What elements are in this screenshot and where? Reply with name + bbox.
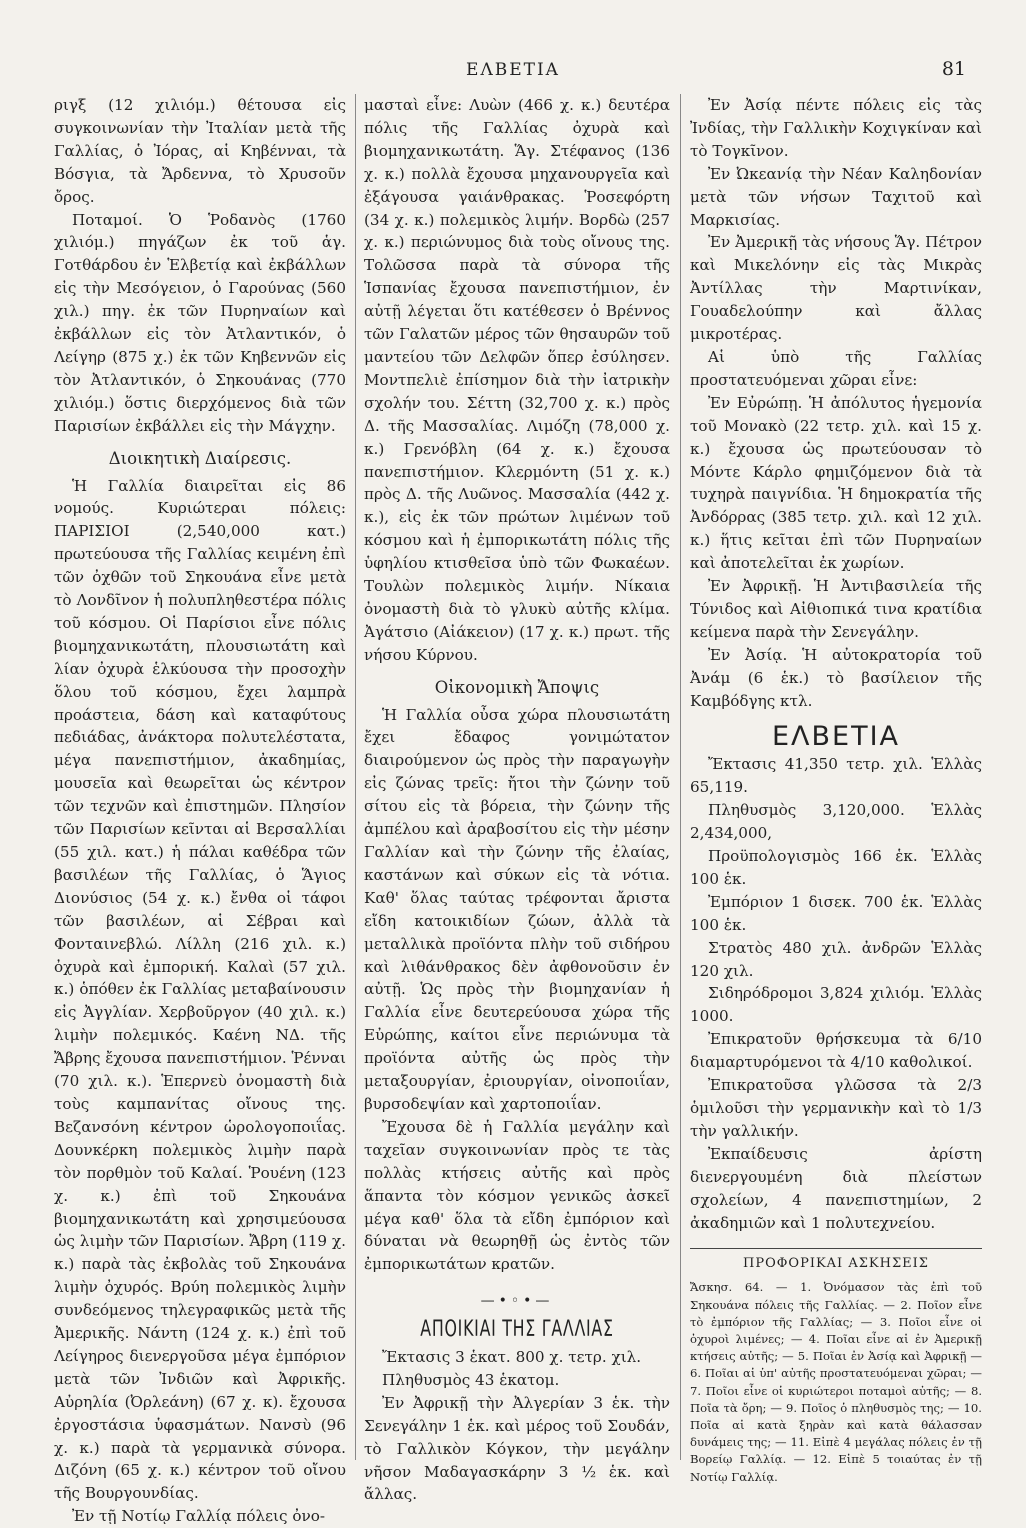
paragraph: Ἡ Γαλλία διαιρεῖται εἰς 86 νομούς. Κυριώτεραι πόλεις: ΠΑΡΙΣΙΟΙ (2,540,000 κατ.) πρωτεύουσα τῆς Γαλλίας κειμένη ἐπὶ τῶν ὀχθῶν τοῦ Σηκουάνα εἶνε μετὰ τὸ Λονδῖνον ἡ πολυπληθεστέρα πόλις τοῦ κόσμου. Οἱ Παρίσιοι εἶνε πόλις βιομηχανικωτάτη, πλουσιωτάτη καὶ λίαν ὀχυρὰ ἑλκύουσα τὴν προσοχὴν ὅλου τοῦ κόσμου, ἔχει λαμπρὰ προάστεια, δάση καὶ καταφύτους πεδιάδας, ἀνάκτορα πολυτελέστατα, μέγα πανεπιστήμιον, ἀκαδημίας, μουσεῖα καὶ θεωρεῖται ὡς κέντρον τῶν τεχνῶν καὶ ἐπιστημῶν. Πλησίον τῶν Παρισίων κεῖνται αἱ Βερσαλλίαι (55 χιλ. κατ.) ἡ πάλαι καθέδρα τῶν βασιλέων τῆς Γαλλίας, ὁ Ἅγιος Διονύσιος (54 χ. κ.) ἔνθα οἱ τάφοι τῶν βασιλέων, αἱ Σέβραι καὶ Φονταινεβλώ. Λίλλη (216 χιλ. κ.) ὀχυρὰ καὶ ἐμπορική. Καλαὶ (57 χιλ. κ.) ὁπόθεν ἐκ Γαλλίας μεταβαίνουσιν εἰς Ἀγγλίαν. Χερβοῦργον (40 χιλ. κ.) λιμὴν πολεμικός. Καένη ΝΔ. τῆς Ἄβρης ἔχουσα πανεπιστήμιον. Ῥένναι (70 χιλ. κ.). Ἑπερνεὺ ὀνομαστὴ διὰ τοὺς καμπανίτας οἴνους της. Βεζανσόνη κέντρον ὡρολογοποιΐας. Δουνκέρκη πολεμικὸς λιμὴν παρὰ τὸν πορθμὸν τοῦ Καλαί. Ῥουένη (123 χ. κ.) ἐπὶ τοῦ Σηκουάνα βιομηχανικωτάτη καὶ χρησιμεύουσα ὡς λιμὴν τῶν Παρισίων. Ἄβρη (119 χ. κ.) παρὰ τὰς ἐκβολὰς τοῦ Σηκουάνα λιμὴν ὀχυρός. Βρύη πολεμικὸς λιμὴν συνδεόμενος τηλεγραφικῶς μετὰ τῆς Ἀμερικῆς. Νάντη (124 χ. κ.) ἐπὶ τοῦ Λείγηρος διενεργοῦσα μέγα ἐμπόριον μετὰ τῶν Ἰνδιῶν καὶ Ἀφρικῆς. Αὐρηλία (Ὀρλεάνη) (67 χ. κ). ἔχουσα ἐργοστάσια ὑφασμάτων. Νανσὺ (96 χ. κ.) παρὰ τὰ γερμανικὰ σύνορα. Διζόνη (65 χ. κ.) κέντρον τοῦ οἴνου τῆς Βουργουνδίας. bbox=[54, 476, 347, 1503]
paragraph: Ἐπικρατοῦν θρήσκευμα τὰ 6/10 διαμαρτυρόμενοι τὰ 4/10 καθολικοί. bbox=[690, 1030, 982, 1072]
paragraph: Ἔκτασις 41,350 τετρ. χιλ. Ἑλλὰς 65,119. bbox=[690, 755, 982, 797]
section-title: ΑΠΟΙΚΙΑΙ ΤΗΣ ΓΑΛΛΙΑΣ bbox=[420, 1317, 614, 1343]
paragraph: Ἐν Ἀσίᾳ πέντε πόλεις εἰς τὰς Ἰνδίας, τὴν Γαλλικὴν Κοχιγκίναν καὶ τὸ Τογκῖνον. bbox=[690, 96, 982, 160]
paragraph: Ἔκτασις 3 ἑκατ. 800 χ. τετρ. χιλ. bbox=[382, 1348, 642, 1367]
section-heading: Οἰκονομικὴ Ἄποψις bbox=[434, 677, 600, 697]
chapter-title: ΕΛΒΕΤΙΑ bbox=[771, 721, 901, 753]
exercises-text: Ἄσκησ. 64. — 1. Ὀνόμασον τὰς ἐπὶ τοῦ Σηκουάνα πόλεις τῆς Γαλλίας. — 2. Ποῖον εἶνε τὸ ἐμπόριον τῆς Γαλλίας; — 3. Ποῖοι εἶνε οἱ ὀχυροὶ λιμένες; — 4. Ποῖαι εἶνε αἱ ἐν Ἀμερικῇ κτήσεις αὐτῆς; — 5. Ποῖαι ἐν Ἀσίᾳ καὶ Ἀφρικῇ — 6. Ποῖαι αἱ ὑπ' αὐτῆς προστατευόμεναι χῶραι; — 7. Ποῖοι εἶνε οἱ κυριώτεροι ποταμοὶ αὐτῆς; — 8. Ποῖα τὰ ὄρη; — 9. Ποῖος ὁ πληθυσμὸς της; — 10. Ποῖα αἱ κατὰ ξηρὰν καὶ κατὰ θάλασσαν δυνάμεις της; — 11. Εἰπὲ 4 μεγάλας πόλεις ἐν τῇ Βορείῳ Γαλλίᾳ. — 12. Εἰπὲ 5 τοιαύτας ἐν τῇ Νοτίῳ Γαλλίᾳ. bbox=[690, 1280, 982, 1484]
page-header bbox=[60, 58, 966, 90]
section-heading: Διοικητικὴ Διαίρεσις. bbox=[108, 448, 292, 468]
paragraph: Ἐν Ἀφρικῇ τὴν Ἀλγερίαν 3 ἑκ. τὴν Σενεγάλην 1 ἑκ. καὶ μέρος τοῦ Σουδάν, τὸ Γαλλικὸν Κόγκον, τὴν μεγάλην νῆσον Μαδαγασκάρην 3 ½ ἑκ. καὶ ἄλλας. bbox=[364, 1393, 670, 1504]
paragraph: Ἐν Ἀφρικῇ. Ἡ Ἀντιβασιλεία τῆς Τύνιδος καὶ Αἰθιοπικά τινα κρατίδια κείμενα παρὰ τὴν Σενεγάλην. bbox=[690, 577, 982, 641]
paragraph: Αἱ ὑπὸ τῆς Γαλλίας προστατευόμεναι χῶραι εἶνε: bbox=[690, 347, 982, 389]
paragraph: Ἐν τῇ Νοτίῳ Γαλλίᾳ πόλεις ὀνο- bbox=[72, 1507, 325, 1526]
paragraph: Ἔχουσα δὲ ἡ Γαλλία μεγάλην καὶ ταχεῖαν συγκοινωνίαν πρὸς τε τὰς πολλὰς κτήσεις αὐτῆς καὶ πρὸς ἅπαντα τὸν κόσμον γενικῶς ἀσκεῖ μέγα καθ' ὅλα τὰ εἴδη ἐμπόριον καὶ δύναται νὰ θεωρηθῇ ὡς ἐντὸς τῶν ἐμπορικωτάτων κρατῶν. bbox=[364, 1117, 670, 1274]
paragraph: Ἐμπόριον 1 δισεκ. 700 ἑκ. Ἑλλὰς 100 ἑκ. bbox=[690, 892, 982, 934]
paragraph: Ἐν Εὐρώπῃ. Ἡ ἀπόλυτος ἡγεμονία τοῦ Μονακὸ (22 τετρ. χιλ. καὶ 15 χ. κ.) ἔχουσα ὡς πρωτεύουσαν τὸ Μόντε Κάρλο φημιζόμενον διὰ τὰ τυχηρὰ παιγνίδια. Ἡ δημοκρατία τῆς Ἀνδόρρας (385 τετρ. χιλ. καὶ 12 χιλ. κ.) ἥτις κεῖται ἐπὶ τῶν Πυρηναίων καὶ ἀποτελεῖται ἐκ χωρίων. bbox=[690, 393, 982, 573]
paragraph: Ἐν Ἀσίᾳ. Ἡ αὐτοκρατορία τοῦ Ἀνάμ (6 ἑκ.) τὸ βασίλειον τῆς Καμβόδγης κτλ. bbox=[690, 645, 982, 710]
paragraph: Πληθυσμὸς 3,120,000. Ἑλλὰς 2,434,000, bbox=[690, 801, 982, 843]
paragraph: Ἐν Ὠκεανίᾳ τὴν Νέαν Καληδονίαν μετὰ τῶν νήσων Ταχιτοῦ καὶ Μαρκισίας. bbox=[690, 164, 982, 229]
paragraph: Προϋπολογισμὸς 166 ἑκ. Ἑλλὰς 100 ἑκ. bbox=[690, 847, 982, 888]
column-divider bbox=[355, 94, 356, 1460]
column-middle bbox=[364, 94, 670, 1504]
column-right bbox=[690, 94, 982, 1484]
paragraph: Σιδηρόδρομοι 3,824 χιλιόμ. Ἑλλὰς 1000. bbox=[690, 984, 982, 1026]
exercises-heading: ΠΡΟΦΟΡΙΚΑΙ ΑΣΚΗΣΕΙΣ bbox=[743, 1256, 929, 1272]
page-number: 81 bbox=[941, 58, 966, 80]
paragraph: Στρατὸς 480 χιλ. ἀνδρῶν Ἑλλὰς 120 χιλ. bbox=[690, 938, 982, 980]
paragraph: Ποταμοί. Ὁ Ῥοδανὸς (1760 χιλιόμ.) πηγάζων ἐκ τοῦ ἁγ. Γοτθάρδου ἐν Ἑλβετίᾳ καὶ ἐκβάλλων εἰς τὴν Μεσόγειον, ὁ Γαρούνας (560 χιλ.) πηγ. ἐκ τῶν Πυρηναίων καὶ ἐκβάλλων εἰς τὸν Ἀτλαντικόν, ὁ Λείγηρ (875 χ.) ἐκ τῶν Κηβεννῶν εἰς τὸν Ἀτλαντικόν, ὁ Σηκουάνας (770 χιλιόμ.) ὅστις διερχόμενος διὰ τῶν Παρισίων ἐκβάλλει εἰς τὴν Μάγχην. bbox=[54, 210, 346, 435]
paragraph: Ἐπικρατοῦσα γλῶσσα τὰ 2/3 ὁμιλοῦσι τὴν γερμανικὴν καὶ τὸ 1/3 τὴν γαλλικήν. bbox=[690, 1076, 982, 1140]
column-left bbox=[54, 94, 347, 1526]
ornament-divider: —•◦•— bbox=[480, 1293, 554, 1310]
paragraph: Ἐκπαίδευσις ἀρίστη διενεργουμένη διὰ πλείστων σχολείων, 4 πανεπιστημίων, 2 ἀκαδημιῶν καὶ 1 πολυτεχνείου. bbox=[690, 1144, 982, 1232]
paragraph: Ἡ Γαλλία οὖσα χώρα πλουσιωτάτη ἔχει ἔδαφος γονιμώτατον διαιρούμενον ὡς πρὸς τὴν παραγωγὴν εἰς ζώνας τρεῖς: ἤτοι τὴν ζώνην τοῦ σίτου εἰς τὰ βόρεια, τὴν ζώνην τῆς ἀμπέλου καὶ ἀραβοσίτου εἰς τὴν μέσην Γαλλίαν καὶ τὴν ζώνην τῆς ἐλαίας, καστάνων καὶ σύκων εἰς τὰ νότια. Καθ' ὅλας ταύτας τρέφονται ἄριστα εἴδη κατοικιδίων ζώων, ἀλλὰ τὰ μεταλλικὰ προϊόντα πλὴν τοῦ σιδήρου καὶ λιθάνθρακος δὲν ἀφθονοῦσιν ἐν αὐτῇ. Ὡς πρὸς τὴν βιομηχανίαν ἡ Γαλλία εἶνε δευτερεύουσα χώρα τῆς Εὐρώπης, καίτοι εἶνε περιώνυμα τὰ προϊόντα αὐτῆς ὡς πρὸς τὴν μεταξουργίαν, ἐριουργίαν, οἰνοποιΐαν, βυρσοδεψίαν καὶ χαρτοποιΐαν. bbox=[364, 705, 670, 1113]
running-title: ΕΛΒΕΤΙΑ bbox=[466, 60, 560, 80]
paragraph: Πληθυσμὸς 43 ἑκατομ. bbox=[382, 1370, 560, 1389]
paragraph: ριγξ (12 χιλιόμ.) θέτουσα εἰς συγκοινωνίαν τὴν Ἰταλίαν μετὰ τῆς Γαλλίας, ὁ Ἰόρας, αἱ Κηβένναι, τὰ Βόσγια, τὰ Ἄρδεννα, τὸ Χρυσοῦν ὄρος. bbox=[54, 96, 346, 206]
horizontal-rule bbox=[690, 1248, 982, 1249]
paragraph: Ἐν Ἀμερικῇ τὰς νήσους Ἅγ. Πέτρον καὶ Μικελόνην εἰς τὰς Μικρὰς Ἀντίλλας τὴν Μαρτινίκαν, Γουαδελούπην καὶ ἄλλας μικροτέρας. bbox=[690, 233, 982, 344]
column-divider bbox=[680, 94, 681, 1460]
paragraph: μασταὶ εἶνε: Λυὼν (466 χ. κ.) δευτέρα πόλις τῆς Γαλλίας ὀχυρὰ καὶ βιομηχανικωτάτη. Ἅγ. Στέφανος (136 χ. κ.) πολλὰ ἔχουσα μηχανουργεῖα καὶ ἐξάγουσα γαιάνθρακας. Ῥοσεφόρτη (34 χ. κ.) πολεμικὸς λιμήν. Βορδὼ (257 χ. κ.) περιώνυμος διὰ τοὺς οἴνους της. Τολῶσσα παρὰ τὰ σύνορα τῆς Ἱσπανίας ἔχουσα πανεπιστήμιον, ἐν αὐτῇ λέγεται ὅτι κατέθεσεν ὁ Βρέννος τῶν Γαλατῶν μέρος τῶν θησαυρῶν τοῦ μαντείου τῶν Δελφῶν ὅπερ ἐσύλησεν. Μοντπελιὲ ἐπίσημον διὰ τὴν ἰατρικὴν σχολήν του. Σέττη (32,700 χ. κ.) πρὸς Δ. τῆς Μασσαλίας. Λιμόζη (78,000 χ. κ.) Γρενόβλη (64 χ. κ.) ἔχουσα πανεπιστήμιον. Κλερμόντη (51 χ. κ.) πρὸς Δ. τῆς Λυῶνος. Μασσαλία (442 χ. κ.), εἰς ἐκ τῶν πρώτων λιμένων τοῦ κόσμου καὶ ἡ ἐμπορικωτάτη πόλις τῆς ὑφηλίου κτισθεῖσα ὑπὸ τῶν Φωκαέων. Τουλὼν πολεμικὸς λιμήν. Νίκαια ὀνομαστὴ διὰ τὸ γλυκὺ αὐτῆς κλίμα. Ἀγάτσιο (Αἰάκειον) (17 χ. κ.) πρωτ. τῆς νήσου Κύρνου. bbox=[364, 96, 670, 664]
